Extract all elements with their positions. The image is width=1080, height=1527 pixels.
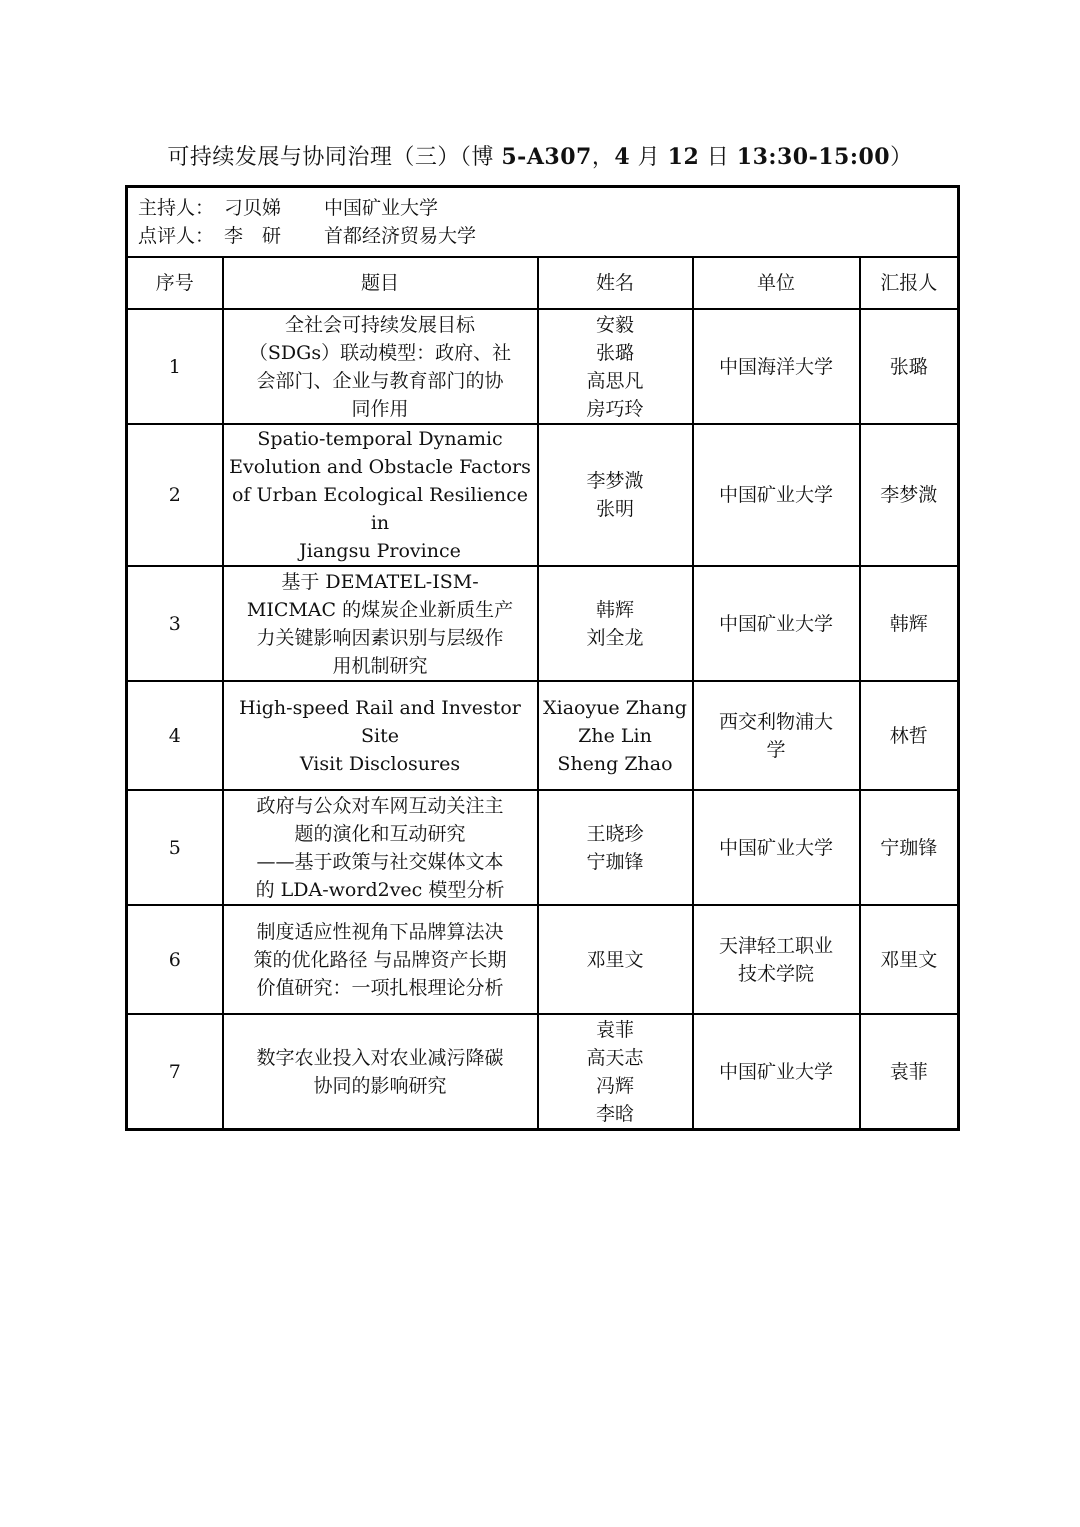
title-line: 策的优化路径 与品牌资产长期	[253, 948, 507, 971]
cell-title	[223, 566, 538, 681]
title-line: 协同的影响研究	[313, 1074, 447, 1097]
title-line: 的 LDA-word2vec 模型分析	[255, 878, 505, 901]
cell-org	[693, 1014, 860, 1130]
title-line: Evolution and Obstacle Factors	[229, 456, 531, 478]
table-row	[127, 681, 959, 790]
cell-org	[693, 566, 860, 681]
table-row	[127, 309, 959, 424]
author-name: 邓里文	[586, 948, 644, 971]
cell-org	[693, 790, 860, 905]
org-line-lines	[698, 708, 855, 764]
cell-org	[693, 309, 860, 424]
cell-names	[538, 905, 693, 1014]
reviewer-name: 李 研	[224, 225, 282, 247]
cell-presenter: 张璐	[860, 309, 959, 424]
cell-presenter: 邓里文	[860, 905, 959, 1014]
title-room: 5-A307	[501, 144, 592, 170]
page-title	[0, 140, 1080, 171]
cell-no: 3	[127, 566, 223, 681]
header-no: 序号	[127, 257, 223, 309]
title-close: ）	[890, 145, 913, 170]
cell-presenter: 袁菲	[860, 1014, 959, 1130]
author-name: 王晓珍	[586, 822, 644, 845]
cell-org	[693, 905, 860, 1014]
title-line: 题的演化和互动研究	[294, 822, 466, 845]
title-month: 4	[614, 144, 631, 170]
author-name: 张璐	[595, 341, 634, 364]
title-separator: ，	[591, 145, 615, 170]
org-line-lines	[698, 610, 855, 638]
title-line: of Urban Ecological Resilience in	[231, 484, 529, 534]
author-name-lines	[543, 467, 688, 523]
title-line: High-speed Rail and Investor Site	[239, 696, 521, 747]
title-line-lines	[228, 918, 533, 1002]
title-day-unit: 日	[699, 145, 737, 170]
org-line: 中国矿业大学	[718, 836, 833, 859]
header-org: 单位	[693, 257, 860, 309]
org-line-lines	[698, 481, 855, 509]
author-name-lines	[543, 820, 688, 876]
title-line: 制度适应性视角下品牌算法决	[256, 920, 504, 943]
title-line: 基于 DEMATEL-ISM-	[281, 570, 479, 593]
cell-title	[223, 309, 538, 424]
title-line: 用机制研究	[332, 654, 428, 677]
cell-no: 5	[127, 790, 223, 905]
author-name-lines	[543, 1016, 688, 1128]
host-cell	[127, 187, 959, 258]
author-name: 袁菲	[595, 1018, 634, 1041]
title-line: 数字农业投入对农业减污降碳	[256, 1046, 504, 1069]
author-name-lines	[543, 311, 688, 423]
author-name-lines	[543, 596, 688, 652]
cell-no: 7	[127, 1014, 223, 1130]
title-line-lines	[228, 568, 533, 680]
table-row	[127, 905, 959, 1014]
title-line: MICMAC 的煤炭企业新质生产	[246, 598, 514, 621]
author-name: Zhe Lin	[578, 724, 652, 747]
org-line: 中国矿业大学	[718, 484, 833, 506]
header-presenter: 汇报人	[860, 257, 959, 309]
title-line: 全社会可持续发展目标	[284, 313, 475, 336]
author-name: Xiaoyue Zhang	[543, 696, 687, 719]
org-line-lines	[698, 932, 855, 988]
host-line	[138, 194, 947, 222]
table-row	[127, 1014, 959, 1130]
cell-title	[223, 905, 538, 1014]
org-line: 学	[766, 738, 786, 761]
table-row	[127, 566, 959, 681]
table-row	[127, 424, 959, 566]
org-line: 中国矿业大学	[718, 1060, 833, 1083]
title-month-unit: 月	[630, 145, 668, 170]
author-name: 高天志	[586, 1046, 644, 1069]
org-line: 中国矿业大学	[718, 612, 833, 635]
schedule-table	[125, 185, 960, 1131]
cell-names	[538, 424, 693, 566]
org-line-lines	[698, 353, 855, 381]
title-line: 价值研究：一项扎根理论分析	[256, 976, 504, 999]
cell-org	[693, 681, 860, 790]
header-row	[127, 257, 959, 309]
host-row	[127, 187, 959, 258]
author-name: 韩辉	[595, 598, 634, 621]
cell-names	[538, 1014, 693, 1130]
author-name: 宁珈锋	[586, 850, 644, 873]
org-line: 技术学院	[737, 962, 814, 985]
author-name: 房巧玲	[586, 397, 644, 420]
org-line: 天津轻工职业	[718, 934, 833, 957]
title-time: 13:30-15:00	[736, 144, 891, 170]
author-name: 冯辉	[595, 1074, 634, 1097]
org-line: 中国海洋大学	[718, 355, 833, 378]
cell-org	[693, 424, 860, 566]
title-line: 会部门、企业与教育部门的协	[256, 369, 504, 392]
cell-names	[538, 309, 693, 424]
host-label: 主持人：	[138, 197, 215, 219]
cell-no: 4	[127, 681, 223, 790]
title-line: 力关键影响因素识别与层级作	[256, 626, 504, 649]
header-name: 姓名	[538, 257, 693, 309]
org-line: 西交利物浦大	[718, 710, 833, 733]
title-line: 同作用	[351, 397, 409, 420]
author-name: 张明	[595, 498, 634, 520]
title-line-lines	[228, 694, 533, 778]
cell-title	[223, 681, 538, 790]
cell-names	[538, 566, 693, 681]
title-line: Visit Disclosures	[299, 752, 461, 775]
org-line-lines	[698, 834, 855, 862]
cell-no: 1	[127, 309, 223, 424]
reviewer-org: 首都经济贸易大学	[324, 225, 477, 247]
cell-title	[223, 1014, 538, 1130]
title-line: 政府与公众对车网互动关注主	[256, 794, 504, 817]
table-row	[127, 790, 959, 905]
author-name: Sheng Zhao	[557, 752, 673, 775]
author-name: 刘全龙	[586, 626, 644, 649]
author-name-lines	[543, 946, 688, 974]
cell-presenter: 宁珈锋	[860, 790, 959, 905]
title-line: ——基于政策与社交媒体文本	[256, 850, 504, 873]
cell-presenter: 李梦溦	[860, 424, 959, 566]
reviewer-line	[138, 222, 947, 250]
author-name: 高思凡	[586, 369, 644, 392]
header-title: 题目	[223, 257, 538, 309]
cell-no: 2	[127, 424, 223, 566]
author-name: 李晗	[595, 1102, 634, 1125]
cell-names	[538, 790, 693, 905]
cell-title	[223, 424, 538, 566]
reviewer-label: 点评人：	[138, 225, 215, 247]
title-line: Jiangsu Province	[299, 540, 461, 562]
cell-title	[223, 790, 538, 905]
title-day: 12	[667, 144, 700, 170]
author-name: 李梦溦	[586, 470, 644, 492]
cell-presenter: 韩辉	[860, 566, 959, 681]
title-line-lines	[228, 311, 533, 423]
title-line: （SDGs）联动模型：政府、社	[248, 341, 512, 364]
cell-presenter: 林哲	[860, 681, 959, 790]
title-text: 可持续发展与协同治理（三）（博	[167, 145, 502, 170]
author-name-lines	[543, 694, 688, 778]
host-org: 中国矿业大学	[324, 197, 439, 219]
cell-names	[538, 681, 693, 790]
org-line-lines	[698, 1058, 855, 1086]
host-name: 刁贝娣	[224, 197, 282, 219]
cell-no: 6	[127, 905, 223, 1014]
author-name: 安毅	[595, 313, 634, 336]
title-line-lines	[228, 425, 533, 565]
title-line-lines	[228, 1044, 533, 1100]
title-line: Spatio-temporal Dynamic	[257, 428, 503, 450]
title-line-lines	[228, 792, 533, 904]
